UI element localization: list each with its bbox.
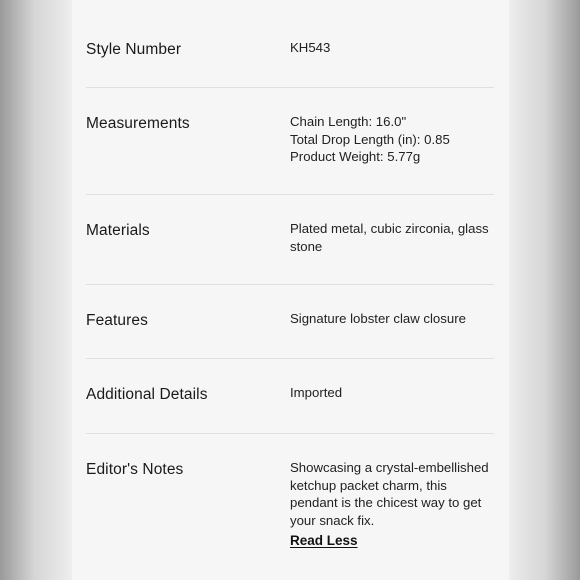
read-less-link[interactable]: Read Less xyxy=(290,533,358,548)
spec-label: Additional Details xyxy=(86,386,208,403)
spec-label: Materials xyxy=(86,222,150,239)
spec-value-line: Imported xyxy=(290,385,343,400)
spec-value-line: Signature lobster claw closure xyxy=(290,311,466,326)
spec-row-measurements xyxy=(86,88,494,195)
spec-row-style-number xyxy=(86,0,494,88)
spec-row-additional-details xyxy=(86,359,494,434)
spec-label: Measurements xyxy=(86,115,190,132)
spec-value xyxy=(290,39,496,57)
spec-value xyxy=(290,310,496,328)
spec-value-line: Showcasing a crystal-embellished xyxy=(290,460,489,475)
spec-value xyxy=(290,113,496,166)
spec-value-line: KH543 xyxy=(290,40,331,55)
spec-row-editors-notes xyxy=(86,434,494,580)
spec-value-line: Total Drop Length (in): 0.85 xyxy=(290,131,450,147)
spec-label: Editor's Notes xyxy=(86,461,184,478)
spec-value-line: Product Weight: 5.77g xyxy=(290,149,421,164)
spec-label: Features xyxy=(86,312,148,329)
spec-row-materials xyxy=(86,195,494,285)
product-details-panel xyxy=(72,0,509,580)
spec-row-features xyxy=(86,285,494,359)
spec-value-line: stone xyxy=(290,238,323,254)
spec-value-line: pendant is the chicest way to get xyxy=(290,495,482,510)
spec-value xyxy=(290,459,496,529)
spec-value-line: your snack fix. xyxy=(290,512,375,528)
spec-label: Style Number xyxy=(86,41,182,58)
spec-value-line: Plated metal, cubic zirconia, glass xyxy=(290,221,489,236)
spec-value-line: ketchup packet charm, this xyxy=(290,477,447,493)
spec-value xyxy=(290,384,496,402)
spec-value-line: Chain Length: 16.0" xyxy=(290,114,407,129)
spec-value xyxy=(290,220,496,255)
